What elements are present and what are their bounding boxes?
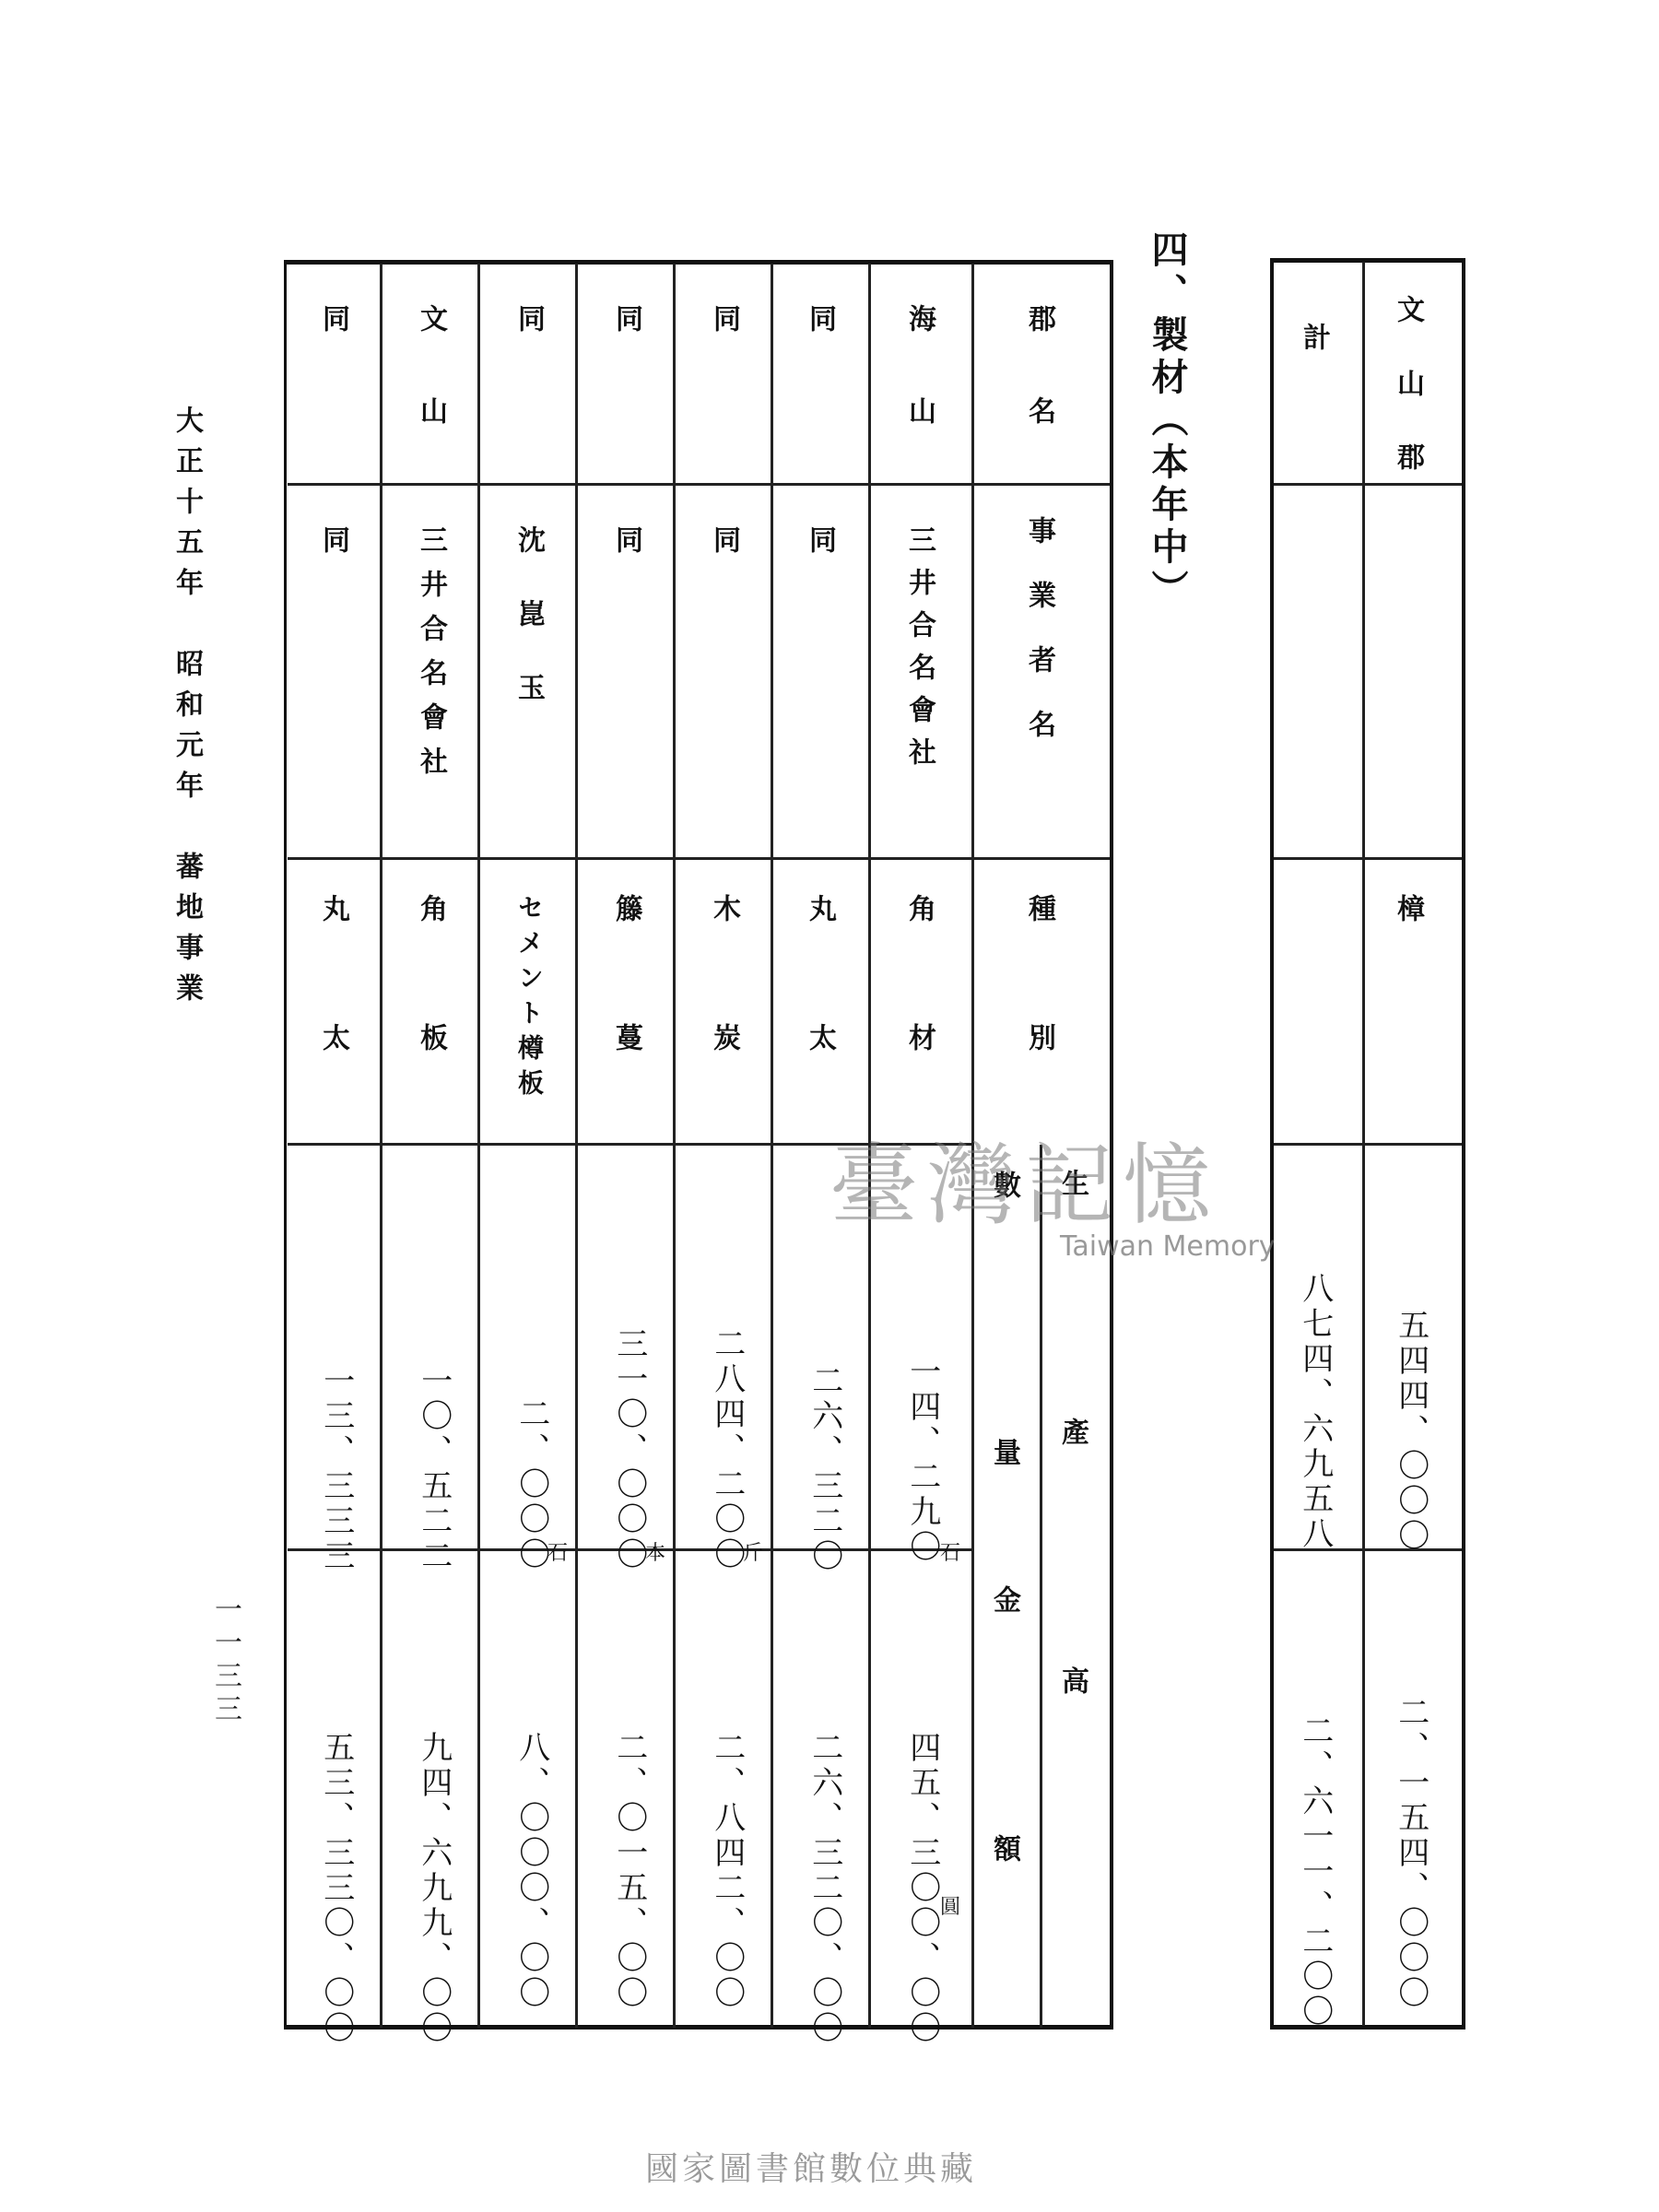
row4-amount: 二、〇一五、〇〇 (610, 1731, 648, 2011)
row5-company: 沈崑玉 (512, 525, 545, 747)
row1-qty: 一四、二九〇 (903, 1355, 941, 1565)
prev-row1-amount: 二、一五四、〇〇〇 (1392, 1696, 1430, 2011)
row5-kind: セメント樽板 (514, 894, 545, 1104)
row7-qty: 一三、三三三 (317, 1364, 355, 1574)
row4-qty: 三一〇、〇〇〇 (610, 1327, 648, 1572)
row4-kind: 籐蔓 (610, 894, 642, 1152)
section-title: 四、製材（本年中） (1146, 230, 1189, 612)
header-company: 事業者名 (1023, 516, 1055, 774)
row3-amount: 二、八四二、〇〇 (708, 1731, 746, 2011)
header-amount: 金額 (988, 1585, 1020, 2083)
total-amount: 二、六一一、二〇〇 (1296, 1714, 1334, 2030)
total-label: 計 (1298, 323, 1330, 367)
row3-qty: 二八四、二〇〇 (708, 1327, 746, 1572)
row5-amount: 八、〇〇〇、〇〇 (512, 1731, 550, 2011)
header-quantity: 數量 (988, 1171, 1020, 1705)
row3-district: 同 (708, 304, 740, 348)
row7-district: 同 (317, 304, 349, 348)
watermark-english: Taiwan Memory (1060, 1230, 1276, 1263)
row2-qty: 二六、三二〇 (806, 1364, 843, 1574)
row7-company: 同 (317, 525, 349, 570)
total-qty: 八七四、六九五八 (1296, 1272, 1334, 1552)
row7-kind: 丸太 (317, 894, 349, 1152)
row6-company: 三井合名會社 (415, 525, 447, 791)
row6-amount: 九四、六九九、〇〇 (415, 1731, 453, 2046)
header-output: 生產高 (1056, 1169, 1088, 1915)
header-kind: 種別 (1023, 894, 1055, 1152)
row2-amount: 二六、三二〇、〇〇 (806, 1731, 843, 2046)
row4-qty-unit: 本 (645, 1542, 666, 1565)
prev-row1-qty: 五四四、〇〇〇 (1392, 1309, 1430, 1554)
row3-kind: 木炭 (708, 894, 740, 1152)
row4-company: 同 (610, 525, 642, 570)
prev-row1-kind: 樟 (1392, 894, 1424, 938)
row1-amount-unit: 圓 (940, 1896, 961, 1919)
row1-district: 海山 (903, 304, 935, 488)
row1-company: 三井合名會社 (903, 525, 935, 780)
header-district: 郡名 (1023, 304, 1055, 488)
row2-company: 同 (804, 525, 836, 570)
row1-amount: 四五、三〇〇、〇〇 (903, 1731, 941, 2046)
row5-qty: 二、〇〇〇 (512, 1397, 550, 1572)
row1-qty-unit: 石 (940, 1542, 961, 1565)
row5-qty-unit: 石 (547, 1542, 569, 1565)
row5-district: 同 (512, 304, 545, 348)
row2-kind: 丸太 (804, 894, 836, 1152)
page-number: 一一三三 (209, 1594, 241, 1727)
row4-district: 同 (610, 304, 642, 348)
row6-kind: 角板 (415, 894, 447, 1152)
row6-qty: 一〇、五二二 (415, 1364, 453, 1574)
row7-amount: 五三、三三〇、〇〇 (317, 1731, 355, 2046)
running-header: 大正十五年 昭和元年 蕃地事業 (171, 406, 203, 1014)
row1-kind: 角材 (903, 894, 935, 1152)
prev-row1-district: 文山郡 (1392, 295, 1424, 516)
footer-credit: 國家圖書館數位典藏 (645, 2150, 978, 2188)
row2-district: 同 (804, 304, 836, 348)
watermark-logo: 臺灣記憶 (830, 1134, 1220, 1237)
row3-company: 同 (708, 525, 740, 570)
row3-qty-unit: 斤 (743, 1542, 764, 1565)
row6-district: 文山 (415, 304, 447, 488)
